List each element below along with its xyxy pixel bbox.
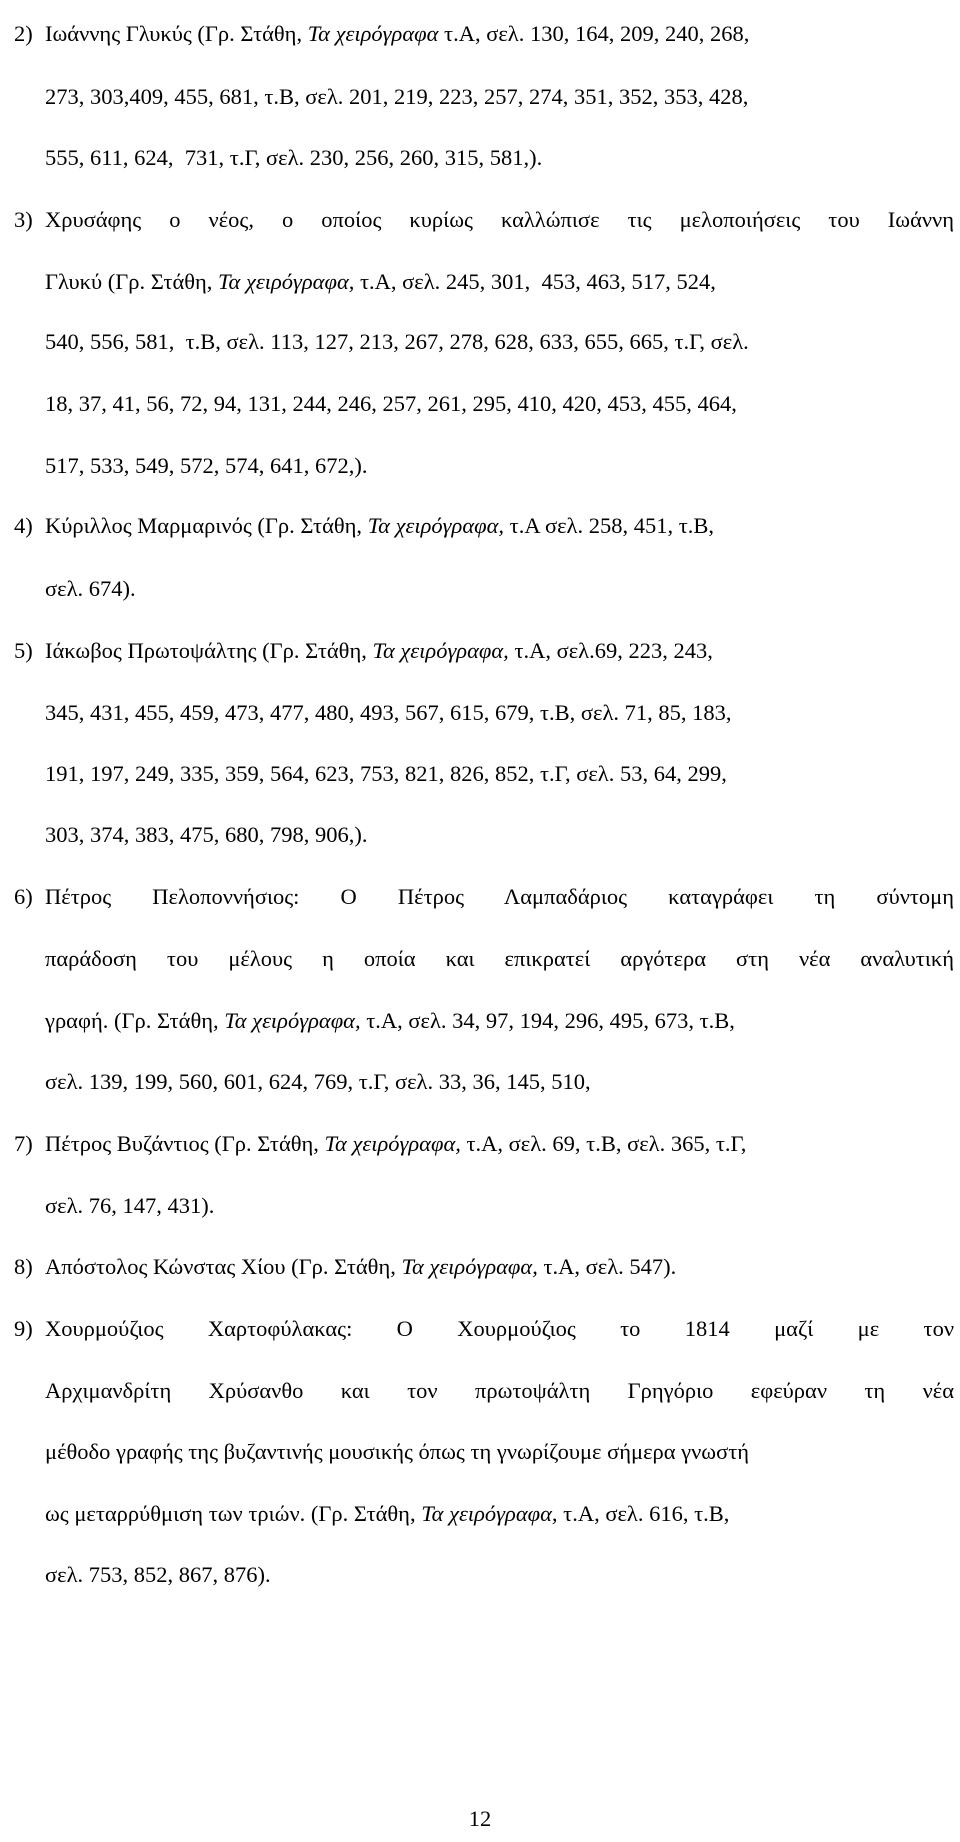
text-line xyxy=(45,939,954,979)
text-line xyxy=(45,200,954,240)
text-segment: Απόστολος Κώνστας Χίου (Γρ. Στάθη, xyxy=(45,1254,402,1279)
text-segment: Ιωάννης Γλυκύς (Γρ. Στάθη, xyxy=(45,21,308,46)
text-line xyxy=(45,693,732,733)
text-segment: 345, 431, 455, 459, 473, 477, 480, 493, 567, 615, 679, τ.Β, σελ. 71, 85, 183, xyxy=(45,700,732,725)
text-line xyxy=(45,815,368,855)
text-line xyxy=(45,754,727,794)
text-segment: τ.Α, σελ. 547). xyxy=(537,1254,677,1279)
italic-title: Τα χειρόγραφα, xyxy=(367,513,505,538)
text-line xyxy=(45,446,368,486)
text-line xyxy=(45,1247,676,1287)
list-item-number: 8) xyxy=(14,1254,33,1279)
list-item-number: 6) xyxy=(14,884,33,909)
text-segment: Ιάκωβος Πρωτοψάλτης (Γρ. Στάθη, xyxy=(45,638,373,663)
text-segment: τ.Α, σελ. 130, 164, 209, 240, 268, xyxy=(438,21,750,46)
text-segment: μέθοδο γραφής της βυζαντινής μουσικής όπως τη γνωρίζουμε σήμερα γνωστή xyxy=(45,1439,750,1464)
text-segment: σελ. 674). xyxy=(45,576,136,601)
text-line xyxy=(45,1124,746,1164)
text-segment: γραφή. (Γρ. Στάθη, xyxy=(45,1008,225,1033)
text-line xyxy=(45,1062,591,1102)
text-segment: τ.Α, σελ. 34, 97, 194, 296, 495, 673, τ.Β, xyxy=(360,1008,735,1033)
text-line xyxy=(45,506,714,546)
text-segment: τ.Α, σελ. 245, 301, 453, 463, 517, 524, xyxy=(354,269,716,294)
text-segment: Αρχιμανδρίτη Χρύσανθο και τον πρωτοψάλτη Γρηγόριο εφεύραν τη νέα xyxy=(45,1378,954,1403)
text-line xyxy=(45,77,748,117)
text-segment: Χουρμούζιος Χαρτοφύλακας: Ο Χουρμούζιος το 1814 μαζί με τον xyxy=(45,1316,954,1341)
text-segment: 191, 197, 249, 335, 359, 564, 623, 753, 821, 826, 852, τ.Γ, σελ. 53, 64, 299, xyxy=(45,761,727,786)
italic-title: Τα χειρόγραφα xyxy=(307,21,439,46)
text-line xyxy=(45,569,136,609)
text-segment: τ.Α, σελ. 616, τ.Β, xyxy=(557,1501,730,1526)
italic-title: Τα χειρόγραφα, xyxy=(372,638,509,663)
text-line xyxy=(45,877,954,917)
list-item-number: 4) xyxy=(14,513,33,538)
text-segment: σελ. 139, 199, 560, 601, 624, 769, τ.Γ, σελ. 33, 36, 145, 510, xyxy=(45,1069,591,1094)
italic-title: Τα χειρόγραφα, xyxy=(401,1254,538,1279)
list-item-number: 5) xyxy=(14,638,33,663)
text-segment: τ.Α σελ. 258, 451, τ.Β, xyxy=(504,513,714,538)
text-segment: Χρυσάφης ο νέος, ο οποίος κυρίως καλλώπισε τις μελοποιήσεις του Ιωάννη xyxy=(45,207,954,232)
text-line xyxy=(45,1432,749,1472)
text-line xyxy=(45,322,749,362)
text-line xyxy=(45,138,542,178)
text-segment: Γλυκύ (Γρ. Στάθη, xyxy=(45,269,219,294)
text-segment: 540, 556, 581, τ.Β, σελ. 113, 127, 213, 267, 278, 628, 633, 655, 665, τ.Γ, σελ. xyxy=(45,329,749,354)
text-segment: σελ. 76, 147, 431). xyxy=(45,1193,215,1218)
list-item-number: 2) xyxy=(14,21,33,46)
text-segment: 18, 37, 41, 56, 72, 94, 131, 244, 246, 257, 261, 295, 410, 420, 453, 455, 464, xyxy=(45,391,737,416)
list-item-number: 9) xyxy=(14,1316,33,1341)
list-item-number: 3) xyxy=(14,207,33,232)
text-segment: τ.Α, σελ.69, 223, 243, xyxy=(508,638,713,663)
italic-title: Τα χειρόγραφα, xyxy=(224,1008,361,1033)
text-segment: σελ. 753, 852, 867, 876). xyxy=(45,1562,271,1587)
text-segment: 517, 533, 549, 572, 574, 641, 672,). xyxy=(45,453,368,478)
text-line xyxy=(45,1371,954,1411)
text-segment: Πέτρος Πελοποννήσιος: Ο Πέτρος Λαμπαδάριος καταγράφει τη σύντομη xyxy=(45,884,954,909)
text-segment: 555, 611, 624, 731, τ.Γ, σελ. 230, 256, 260, 315, 581,). xyxy=(45,145,543,170)
text-line xyxy=(45,1309,954,1349)
list-item-number: 7) xyxy=(14,1131,33,1156)
text-line xyxy=(45,1001,735,1041)
text-line xyxy=(45,1494,729,1534)
text-segment: 303, 374, 383, 475, 680, 798, 906,). xyxy=(45,822,368,847)
text-line xyxy=(45,1186,214,1226)
italic-title: Τα χειρόγραφα, xyxy=(324,1131,461,1156)
page-number: 12 xyxy=(468,1806,492,1831)
text-line xyxy=(45,631,713,671)
text-line xyxy=(45,1555,271,1595)
text-line xyxy=(45,262,716,302)
text-line xyxy=(45,14,749,54)
text-segment: τ.Α, σελ. 69, τ.Β, σελ. 365, τ.Γ, xyxy=(460,1131,747,1156)
italic-title: Τα χειρόγραφα, xyxy=(421,1501,558,1526)
text-line xyxy=(45,384,737,424)
text-segment: 273, 303,409, 455, 681, τ.Β, σελ. 201, 219, 223, 257, 274, 351, 352, 353, 428, xyxy=(45,84,749,109)
italic-title: Τα χειρόγραφα, xyxy=(218,269,355,294)
text-segment: παράδοση του μέλους η οποία και επικρατεί αργότερα στη νέα αναλυτική xyxy=(45,946,954,971)
text-segment: Πέτρος Βυζάντιος (Γρ. Στάθη, xyxy=(45,1131,325,1156)
text-segment: ως μεταρρύθμιση των τριών. (Γρ. Στάθη, xyxy=(45,1501,422,1526)
text-segment: Κύριλλος Μαρμαρινός (Γρ. Στάθη, xyxy=(45,513,368,538)
